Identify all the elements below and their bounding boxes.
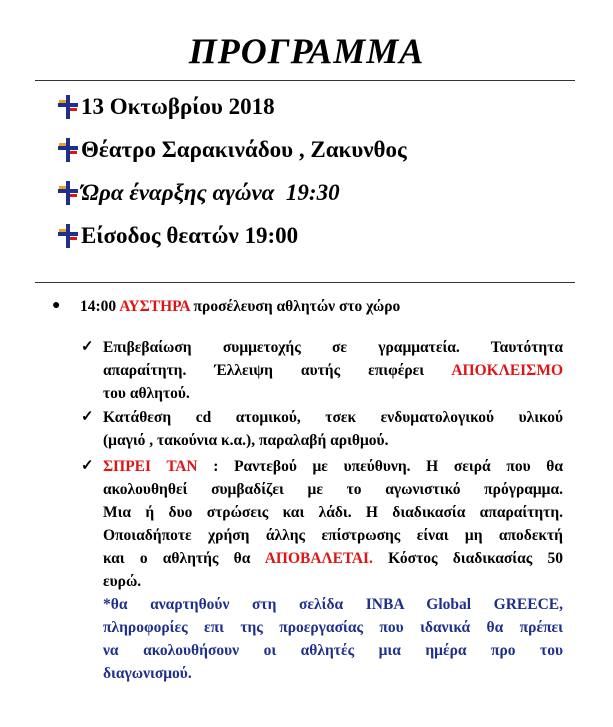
info-date-text: 13 Οκτωβρίου 2018 — [81, 94, 275, 119]
item-line: Οποιαδήποτε χρήση άλλης επίστρωσης είναι μη αποδεκτή — [103, 527, 563, 544]
item-line: ευρώ. — [103, 573, 142, 590]
item-line-part: : Ραντεβού με υπεύθυνη. Η σειρά που θα — [213, 458, 564, 475]
cross-bullet-icon — [57, 94, 79, 120]
item-line: του αθλητού. — [103, 385, 190, 402]
checkmark-icon: ✓ — [81, 339, 94, 355]
expulsion-word: ΑΠΟΒΑΛΕΤΑΙ. — [264, 550, 373, 567]
info-venue — [57, 133, 407, 167]
item-line-part: και ο αθλητής θα — [103, 550, 251, 567]
cross-bullet-icon — [57, 137, 79, 163]
check-item-submission — [81, 406, 563, 452]
divider-top — [35, 80, 575, 81]
item-line: Επιβεβαίωση συμμετοχής σε γραμματεία. Ταυτότητα — [103, 339, 563, 356]
inba-note — [103, 593, 563, 685]
info-audience-entry-text: Είσοδος θεατών 19:00 — [81, 223, 299, 248]
info-start-time — [57, 176, 340, 210]
note-line: να ακολουθήσουν οι αθλητές μια ημέρα προ του — [103, 642, 563, 659]
item-line: Κατάθεση cd ατομικού, τσεκ ενδυματολογικού υλικού — [103, 409, 563, 426]
item-line: (μαγιό , τακούνια κ.α.), παραλαβή αριθμού. — [103, 432, 389, 449]
item-line — [103, 455, 563, 478]
checkmark-icon: ✓ — [81, 458, 94, 474]
info-venue-text: Θέατρο Σαρακινάδου , Ζακυνθος — [81, 137, 407, 162]
arrival-text: προσέλευση αθλητών στο χώρο — [193, 298, 401, 315]
page-title: ΠΡΟΓΡΑΜΜΑ — [188, 31, 425, 71]
item-line — [103, 359, 563, 382]
spray-tan-label: ΣΠΡΕΙ ΤΑΝ — [103, 458, 198, 475]
arrival-strict: ΑΥΣΤΗΡΑ — [119, 298, 190, 315]
divider-bottom — [35, 282, 575, 283]
item-line-part: Κόστος διαδικασίας 50 — [388, 550, 564, 567]
info-date — [57, 90, 275, 124]
bullet-dot-icon: ● — [52, 298, 61, 313]
disqualification-word: ΑΠΟΚΛΕΙΣΜΟ — [451, 362, 564, 379]
arrival-time: 14:00 — [80, 298, 117, 315]
check-item-spray-tan — [81, 455, 564, 685]
checkmark-icon: ✓ — [81, 409, 94, 425]
note-line: *θα αναρτηθούν στη σελίδα INBA Global GREECE, — [103, 596, 563, 613]
item-line-part: απαραίτητη. Έλλειψη αυτής επιφέρει — [103, 362, 425, 379]
info-audience-entry — [57, 219, 298, 253]
item-line: Μια ή δυο στρώσεις και λάδι. Η διαδικασία απαραίτητη. — [103, 504, 563, 521]
check-item-confirmation — [81, 336, 564, 405]
item-line: ακολουθηθεί συμβαδίζει με το αγωνιστικό πρόγραμμα. — [103, 481, 563, 498]
cross-bullet-icon — [57, 180, 79, 206]
note-line: διαγωνισμού. — [103, 665, 192, 682]
note-line: πληροφορίες επι της προεργασίας που ιδανικά θα πρέπει — [103, 619, 563, 636]
item-line — [103, 547, 563, 570]
cross-bullet-icon — [57, 223, 79, 249]
info-start-time-text: Ώρα έναρξης αγώνα 19:30 — [81, 180, 340, 205]
